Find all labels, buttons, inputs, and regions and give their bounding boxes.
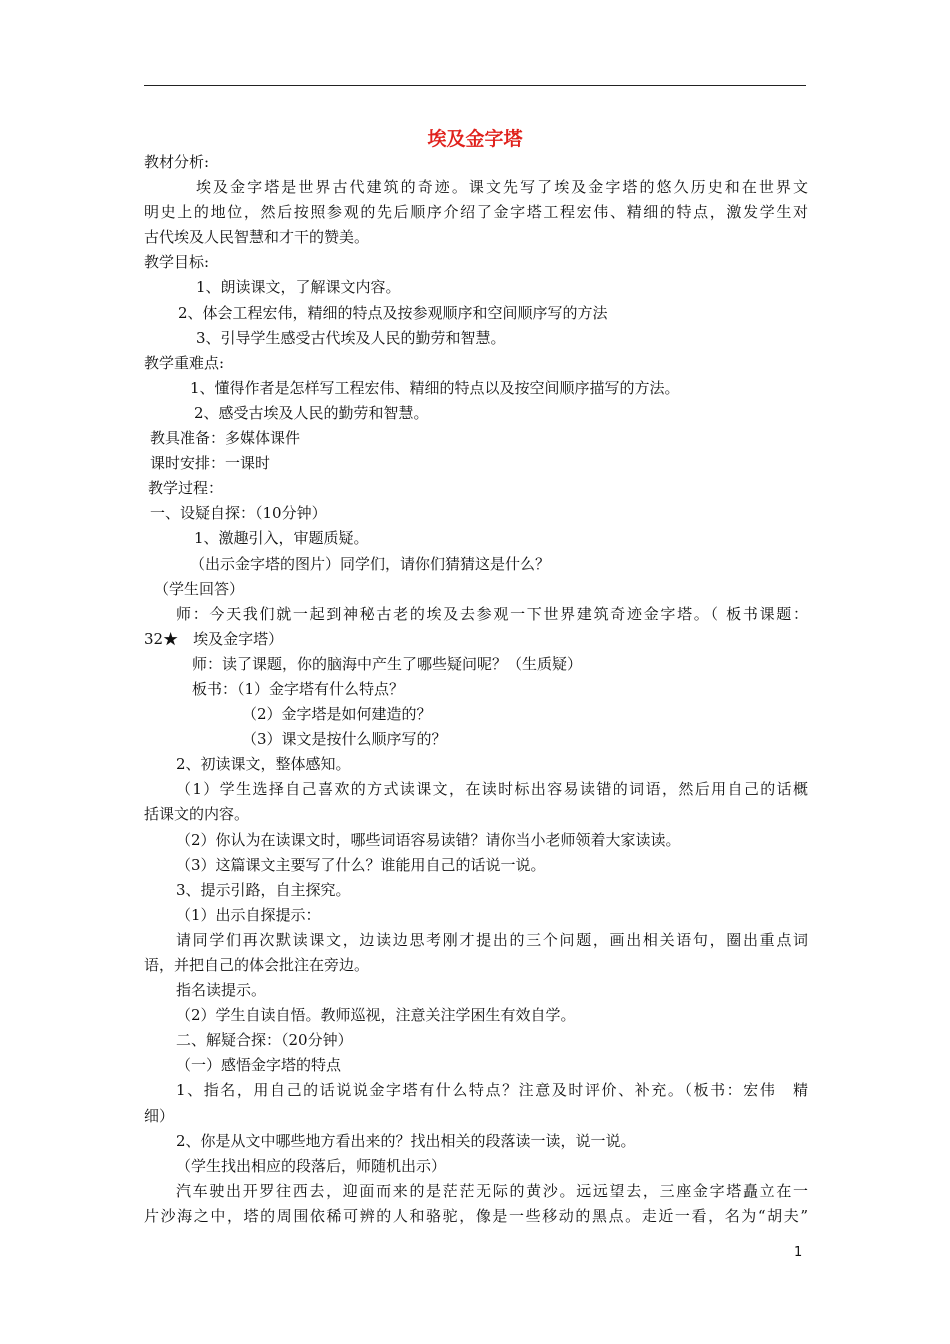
text-line: 3、提示引路，自主探究。	[176, 880, 351, 899]
text-line: （学生回答）	[154, 579, 245, 598]
text-line: 课时安排：一课时	[150, 454, 271, 473]
text-line: 教具准备：多媒体课件	[150, 429, 301, 448]
text-line: （3）这篇课文主要写了什么？谁能用自己的话说一说。	[176, 855, 546, 874]
text-line: 指名读提示。	[176, 981, 267, 1000]
text-line: （学生找出相应的段落后，师随机出示）	[176, 1156, 447, 1175]
text-line: 2、你是从文中哪些地方看出来的？找出相关的段落读一读，说一说。	[176, 1131, 636, 1150]
text-line: 1、懂得作者是怎样写工程宏伟、精细的特点以及按空间顺序描写的方法。	[190, 378, 680, 397]
text-line: 师：今天我们就一起到神秘古老的埃及去参观一下世界建筑奇迹金字塔。（ 板书课题：	[176, 604, 808, 623]
text-line: （一）感悟金字塔的特点	[176, 1056, 342, 1075]
text-line: （2）金字塔是如何建造的？	[242, 705, 432, 724]
text-line: 汽车驶出开罗往西去，迎面而来的是茫茫无际的黄沙。远远望去，三座金字塔矗立在一	[176, 1181, 808, 1200]
text-line: 教学过程：	[148, 479, 224, 498]
header-rule	[144, 85, 806, 86]
text-line: 埃及金字塔是世界古代建筑的奇迹。课文先写了埃及金字塔的悠久历史和在世界文	[196, 178, 808, 197]
text-line: 1、朗读课文，了解课文内容。	[196, 278, 401, 297]
text-line: 师：读了课题，你的脑海中产生了哪些疑问呢？（生质疑）	[192, 654, 583, 673]
text-line: 二、解疑合探：（20分钟）	[176, 1031, 353, 1050]
text-line: （出示金字塔的图片）同学们，请你们猜猜这是什么？	[190, 554, 551, 573]
text-line: 教材分析:	[144, 153, 210, 171]
text-line: 32★ 埃及金字塔）	[144, 629, 284, 648]
document-body	[144, 150, 808, 1229]
text-line: （1）出示自探提示：	[176, 905, 321, 924]
text-line: 2、体会工程宏伟，精细的特点及按参观顺序和空间顺序写的方法	[178, 303, 608, 322]
text-line: 1、指名，用自己的话说说金字塔有什么特点？注意及时评价、补充。（板书：宏伟 精	[176, 1081, 808, 1100]
text-line: 教学目标:	[144, 253, 210, 272]
text-line: 2、初读课文，整体感知。	[176, 755, 351, 774]
text-line: （1）学生选择自己喜欢的方式读课文，在读时标出容易读错的词语，然后用自己的话概	[176, 780, 808, 799]
text-line: 3、引导学生感受古代埃及人民的勤劳和智慧。	[196, 328, 506, 347]
text-line: （3）课文是按什么顺序写的？	[242, 730, 447, 749]
text-line: （2）你认为在读课文时，哪些词语容易读错？请你当小老师领着大家读读。	[176, 830, 681, 849]
text-line: 2、感受古埃及人民的勤劳和智慧。	[194, 403, 429, 422]
text-line: 语，并把自己的体会批注在旁边。	[144, 956, 370, 974]
page-number: 1	[794, 1245, 803, 1260]
document-title: 埃及金字塔	[427, 128, 523, 150]
text-line: （2）学生自读自悟。教师巡视，注意关注学困生有效自学。	[176, 1006, 576, 1025]
text-line: 片沙海之中，塔的周围依稀可辨的人和骆驼，像是一些移动的黑点。走近一看，名为“胡夫”	[144, 1206, 808, 1225]
text-line: 明史上的地位，然后按照参观的先后顺序介绍了金字塔工程宏伟、精细的特点，激发学生对	[144, 203, 808, 222]
text-line: 教学重难点:	[144, 353, 225, 372]
text-line: 1、激趣引入，审题质疑。	[194, 529, 369, 548]
text-line: 括课文的内容。	[144, 805, 250, 824]
text-line: 请同学们再次默读课文，边读边思考刚才提出的三个问题，画出相关语句，圈出重点词	[176, 930, 808, 949]
text-line: 一、设疑自探：（10分钟）	[150, 504, 327, 523]
text-line: 古代埃及人民智慧和才干的赞美。	[144, 228, 370, 247]
text-line: 板书：（1）金字塔有什么特点？	[192, 679, 405, 698]
text-line: 细）	[144, 1106, 175, 1125]
